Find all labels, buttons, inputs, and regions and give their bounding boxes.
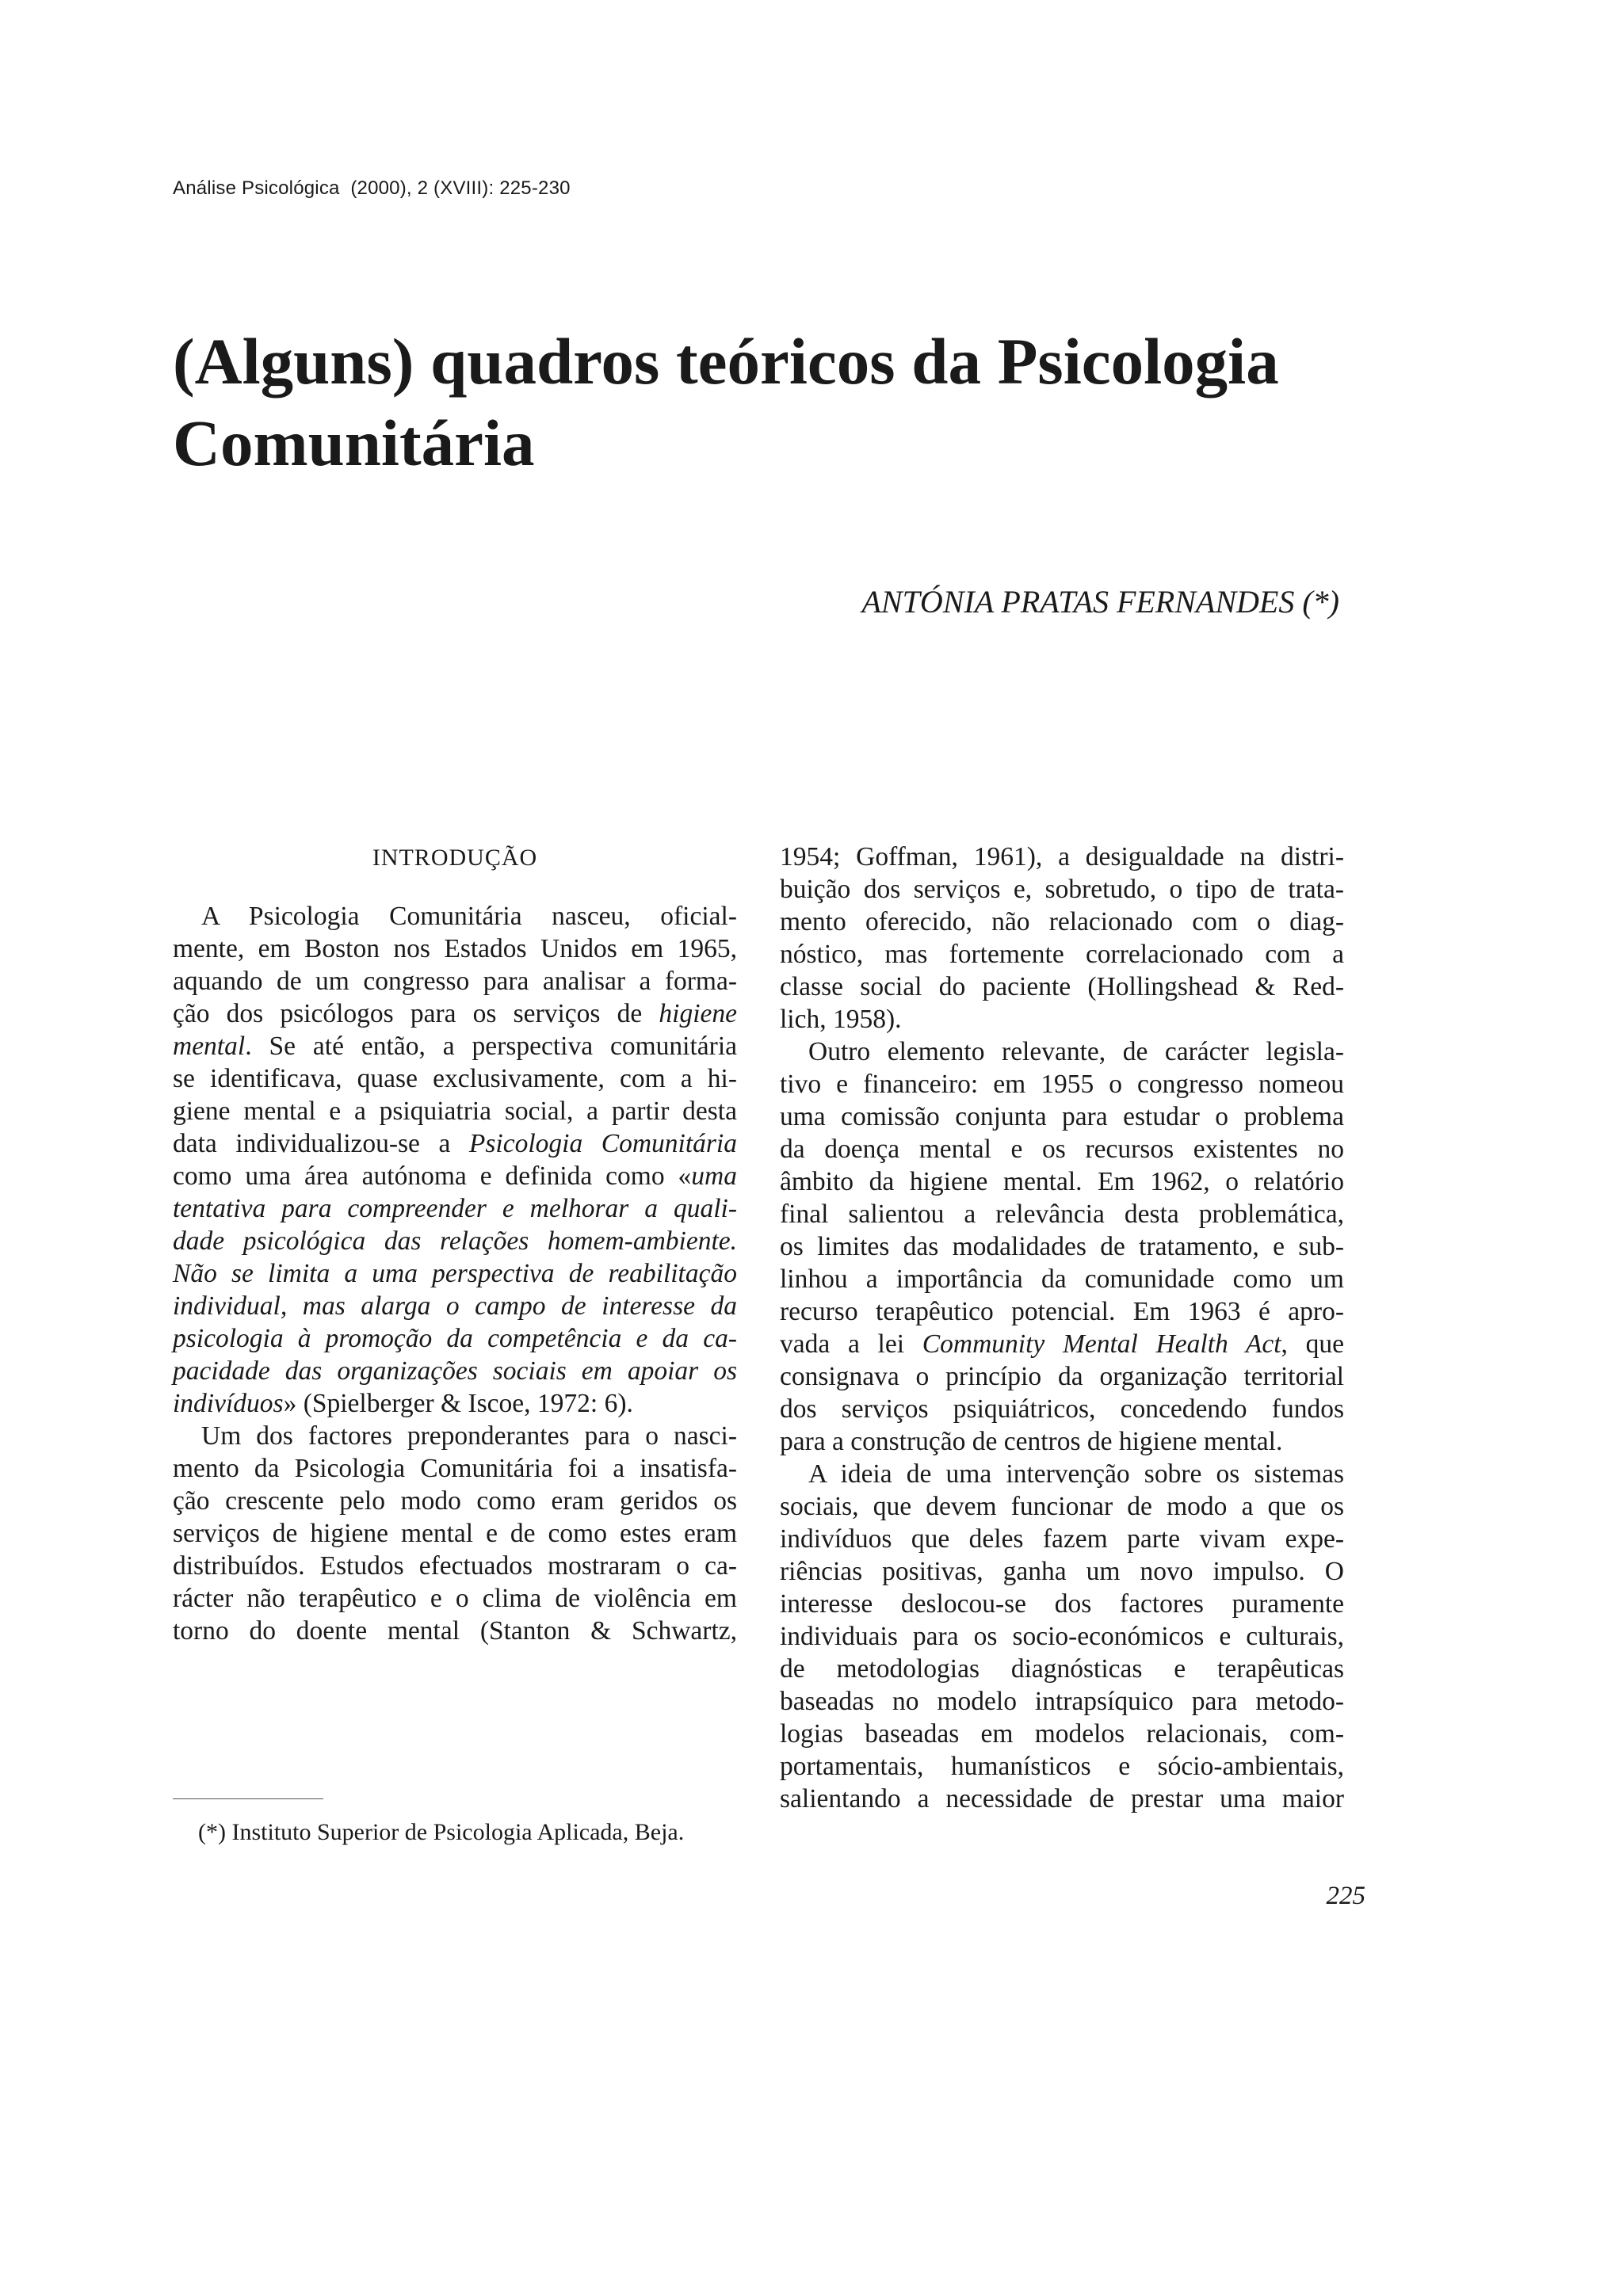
text-line	[173, 1257, 737, 1290]
text-line: mente, em Boston nos Estados Unidos em 1965,	[173, 934, 737, 963]
text-line: consignava o princípio da organização territorial	[780, 1362, 1344, 1391]
text-line: nóstico, mas fortemente correlacionado com a	[780, 940, 1344, 969]
article-title-line-2: Comunitária	[173, 406, 535, 479]
text-fragment: , que	[1281, 1329, 1345, 1359]
text-line: interesse deslocou-se dos factores puramente	[780, 1589, 1344, 1619]
article-title	[173, 321, 1393, 484]
text-fragment: ção dos psicólogos para os serviços de	[173, 999, 659, 1028]
text-line: A ideia de uma intervenção sobre os sistemas	[808, 1459, 1344, 1489]
text-line: indivíduos que deles fazem parte vivam expe-	[780, 1524, 1344, 1554]
emphasis: pacidade das organizações sociais em apoiar os	[173, 1356, 737, 1386]
text-line	[173, 1322, 737, 1355]
text-line: recurso terapêutico potencial. Em 1963 é apro-	[780, 1297, 1344, 1326]
text-line	[173, 1355, 737, 1387]
text-line: rácter não terapêutico e o clima de violência em	[173, 1584, 737, 1613]
text-line: âmbito da higiene mental. Em 1962, o relatório	[780, 1167, 1344, 1196]
text-line	[173, 1160, 737, 1192]
emphasis: psicologia à promoção da competência e da ca-	[173, 1324, 737, 1353]
right-column	[780, 841, 1344, 1815]
journal-issue: (2000), 2 (XVIII): 225-230	[350, 177, 571, 199]
text-line: portamentais, humanísticos e sócio-ambientais,	[780, 1752, 1344, 1781]
journal-name: Análise Psicológica	[173, 177, 340, 199]
text-line: distribuídos. Estudos efectuados mostraram o ca-	[173, 1551, 737, 1581]
emphasis: higiene	[659, 999, 737, 1028]
text-line: Um dos factores preponderantes para o nasci-	[201, 1421, 737, 1451]
text-line	[173, 1192, 737, 1225]
text-fragment: como uma área autónoma e definida como «	[173, 1161, 692, 1191]
text-line: para a construção de centros de higiene mental.	[780, 1427, 1283, 1456]
text-line: individuais para os socio-económicos e culturais,	[780, 1622, 1344, 1651]
text-line	[173, 1290, 737, 1322]
text-line: torno do doente mental (Stanton & Schwartz,	[173, 1616, 737, 1646]
text-line: salientando a necessidade de prestar uma maior	[780, 1784, 1344, 1814]
text-line: sociais, que devem funcionar de modo a que os	[780, 1492, 1344, 1521]
text-line: os limites das modalidades de tratamento, e sub-	[780, 1232, 1344, 1261]
footnote-divider	[173, 1798, 323, 1799]
footnote: (*) Instituto Superior de Psicologia Aplicada, Beja.	[198, 1819, 685, 1845]
emphasis: Psicologia Comunitária	[468, 1129, 737, 1158]
emphasis: dade psicológica das relações homem-ambiente.	[173, 1226, 737, 1256]
text-line: giene mental e a psiquiatria social, a partir desta	[173, 1097, 737, 1126]
text-line: linhou a importância da comunidade como um	[780, 1264, 1344, 1294]
act-name: Community Mental Health Act	[922, 1329, 1281, 1359]
text-line: ção crescente pelo modo como eram geridos os	[173, 1486, 737, 1516]
text-line: buição dos serviços e, sobretudo, o tipo de trata-	[780, 875, 1344, 904]
text-fragment: data individualizou-se a	[173, 1129, 469, 1158]
text-line	[173, 1387, 737, 1420]
text-line	[173, 1225, 737, 1257]
article-title-line-1: (Alguns) quadros teóricos da Psicologia	[173, 325, 1279, 398]
text-line: Outro elemento relevante, de carácter legisla-	[808, 1037, 1344, 1066]
text-line: de metodologias diagnósticas e terapêuticas	[780, 1654, 1344, 1684]
text-line	[173, 1127, 737, 1160]
text-line	[780, 1328, 1344, 1360]
text-line: lich, 1958).	[780, 1005, 902, 1034]
text-line: uma comissão conjunta para estudar o problema	[780, 1102, 1344, 1131]
text-line	[173, 997, 737, 1030]
emphasis: Não se limita a uma perspectiva de reabilitação	[173, 1259, 737, 1288]
text-line: classe social do paciente (Hollingshead & Red-	[780, 972, 1344, 1001]
text-line: aquando de um congresso para analisar a forma-	[173, 967, 737, 996]
text-line: se identificava, quase exclusivamente, com a hi-	[173, 1064, 737, 1093]
paragraph-introduction-1	[173, 900, 737, 1420]
text-fragment: vada a lei	[780, 1329, 922, 1359]
text-line: baseadas no modelo intrapsíquico para metodo-	[780, 1687, 1344, 1716]
emphasis: individual, mas alarga o campo de interesse da	[173, 1291, 737, 1321]
author-name: ANTÓNIA PRATAS FERNANDES (*)	[861, 584, 1339, 620]
paragraph-continued	[780, 841, 1344, 1035]
paragraph-introduction-2	[173, 1420, 737, 1647]
text-line	[173, 1030, 737, 1062]
text-fragment: » (Spielberger & Iscoe, 1972: 6).	[283, 1389, 633, 1418]
text-line: final salientou a relevância desta problemática,	[780, 1199, 1344, 1229]
emphasis: mental	[173, 1032, 246, 1061]
text-line: 1954; Goffman, 1961), a desigualdade na distri-	[780, 842, 1344, 871]
emphasis: tentativa para compreender e melhorar a quali-	[173, 1194, 737, 1223]
page-number: 225	[1326, 1882, 1365, 1910]
text-line: serviços de higiene mental e de como estes eram	[173, 1519, 737, 1548]
text-line: da doença mental e os recursos existentes no	[780, 1135, 1344, 1164]
text-line: dos serviços psiquiátricos, concedendo fundos	[780, 1394, 1344, 1424]
text-line: logias baseadas em modelos relacionais, com-	[780, 1719, 1344, 1749]
text-fragment: . Se até então, a perspectiva comunitária	[245, 1032, 737, 1061]
section-heading: INTRODUÇÃO	[372, 845, 538, 871]
left-column	[173, 841, 737, 1647]
paragraph-legislation	[780, 1035, 1344, 1458]
text-line: mento da Psicologia Comunitária foi a insatisfa-	[173, 1454, 737, 1483]
paragraph-social-systems	[780, 1458, 1344, 1815]
text-line: mento oferecido, não relacionado com o diag-	[780, 907, 1344, 936]
journal-header	[173, 177, 571, 200]
emphasis: indivíduos	[173, 1389, 284, 1418]
text-line: A Psicologia Comunitária nasceu, oficial-	[201, 902, 737, 931]
text-line: tivo e financeiro: em 1955 o congresso nomeou	[780, 1070, 1344, 1099]
emphasis: uma	[691, 1161, 737, 1191]
text-line: riências positivas, ganha um novo impulso. O	[780, 1557, 1344, 1586]
